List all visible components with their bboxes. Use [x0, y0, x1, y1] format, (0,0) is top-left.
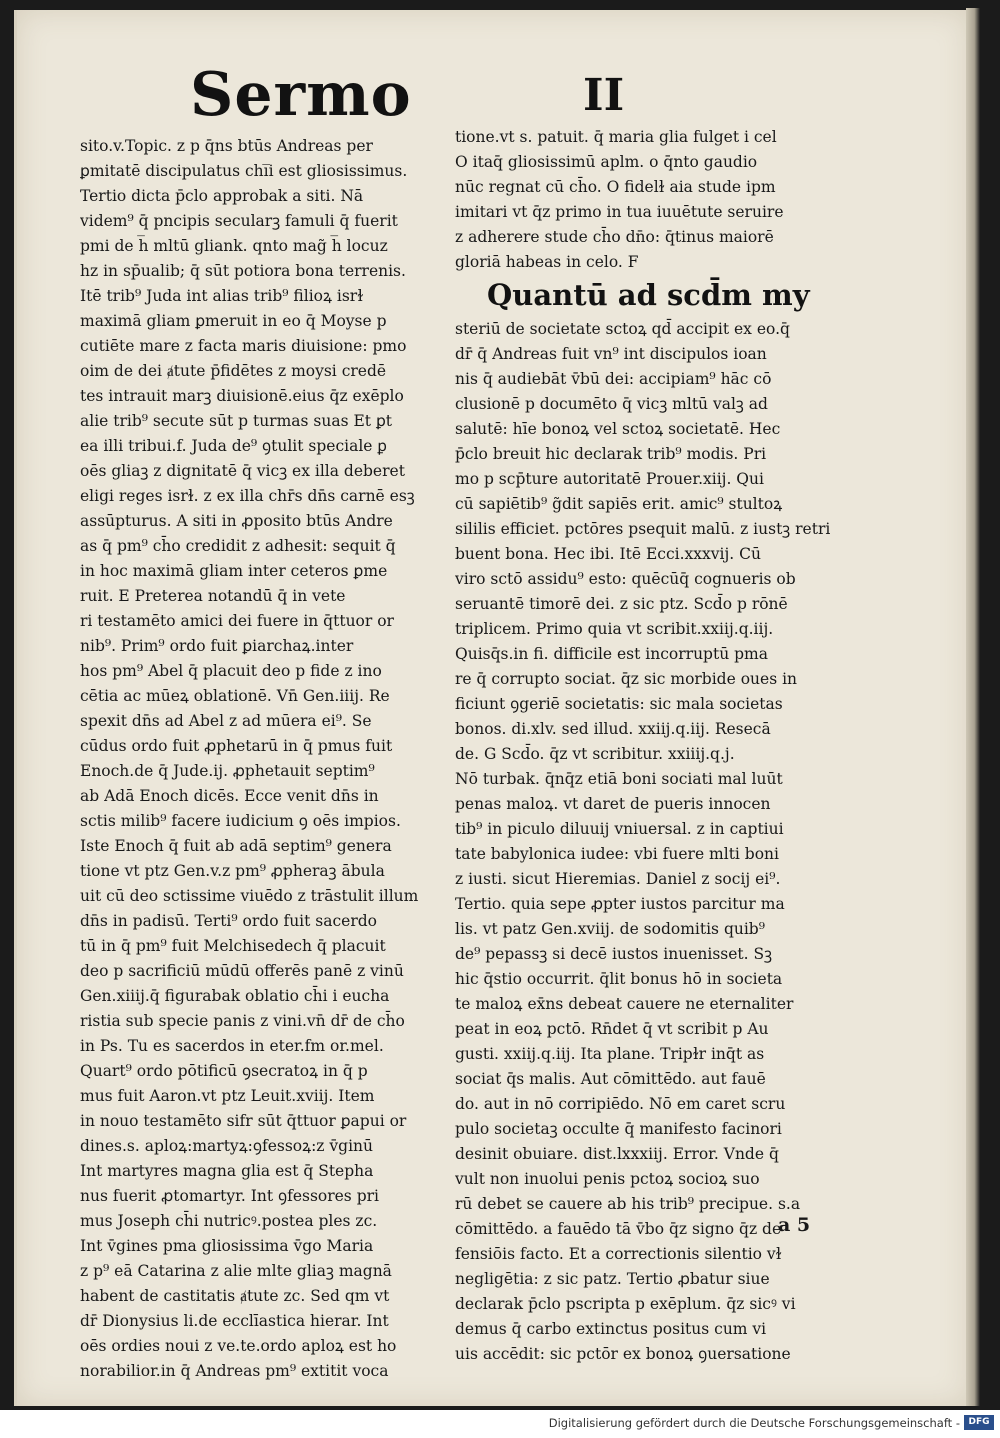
text-line: buent bona. Hec ibi. Itē Ecci.xxxvij. Cū [455, 545, 761, 563]
text-line: oēs gliaꝫ z dignitatē q̄ vicꝫ ex illa deberet [80, 462, 405, 480]
text-line: eligi reges isrɫ. z ex illa chr̄s dn̄s carnē esꝫ [80, 487, 415, 505]
text-line: ri testamēto amici dei fuere in q̄ttuor or [80, 612, 394, 630]
text-line: sctis milib⁹ facere iudicium ꝯ oēs impios. [80, 812, 401, 830]
text-line: cōmittēdo. a fauēdo tā v̄bo q̄z signo q̄z de [455, 1220, 782, 1238]
text-line: z adherere stude ch̄o dn̄o: q̄tinus maiorē [455, 228, 774, 246]
text-line: Gen.xiiij.q̄ figurabak oblatio ch̄i i eucha [80, 987, 390, 1005]
text-line: O itaq̄ gliosissimū aplm. o q̄nto gaudio [455, 153, 758, 171]
section-heading: Quantū ad scd̄m my [487, 278, 810, 312]
text-line: cutiēte mare z facta maris diuisione: pmo [80, 337, 407, 355]
text-line: pmi de h̅ mltū gliank. qnto mag̃ h̅ locuz [80, 237, 388, 255]
text-line: mus Joseph ch̄i nutricꝰ.postea ples zc. [80, 1212, 378, 1230]
text-line: ea illi tribui.f. Juda de⁹ ꝯtulit speciale ꝑ [80, 437, 387, 455]
text-line: demus q̄ carbo extinctus positus cum vi [455, 1320, 767, 1338]
text-line: de. G Scd̄o. q̄z vt scribitur. xxiiij.q.j. [455, 745, 735, 763]
text-line: fensiōis facto. Et a correctionis silentio vɫ [455, 1245, 782, 1263]
text-line: ficiunt ꝯgeriē societatis: sic mala societas [455, 695, 783, 713]
text-line: uis accēdit: sic pctōr ex bonoꝝ ꝯuersatione [455, 1345, 791, 1363]
text-line: tū in q̄ pm⁹ fuit Melchisedech q̄ placuit [80, 937, 386, 955]
text-line: Itē trib⁹ Juda int alias trib⁹ filioꝝ isrɫ [80, 287, 364, 305]
text-line: dn̄s in padisū. Terti⁹ ordo fuit sacerdo [80, 912, 377, 930]
text-line: z iusti. sicut Hieremias. Daniel z socij ei⁹. [455, 870, 781, 888]
text-line: nis q̄ audiebāt v̄bū dei: accipiam⁹ hāc cō [455, 370, 772, 388]
signature-mark: a 5 [778, 1214, 811, 1236]
text-line: Tertio dicta p̄clo approbak a siti. Nā [80, 187, 364, 205]
text-line: videm⁹ q̄ pncipis secularꝫ famuli q̄ fuerit [80, 212, 398, 230]
text-line: seruantē timorē dei. z sic ptz. Scd̄o p rōnē [455, 595, 788, 613]
text-line: viro sctō assidu⁹ esto: quēcūq̄ cognueris ob [455, 570, 796, 588]
text-line: deo p sacrificiū mūdū offerēs panē z vinū [80, 962, 404, 980]
text-line: ristia sub specie panis z vini.vn̄ dr̄ de ch̄o [80, 1012, 405, 1030]
text-line: sito.v.Topic. z p q̄ns btūs Andreas per [80, 137, 373, 155]
text-line: steriū de societate sctoꝝ qd̄ accipit ex eo.q̄ [455, 320, 790, 338]
text-line: norabilior.in q̄ Andreas pm⁹ extitit voca [80, 1362, 389, 1380]
text-line: clusionē p documēto q̄ vicꝫ mltū valꝫ ad [455, 395, 768, 413]
text-line: cū sapiētib⁹ g̃dit sapiēs erit. amic⁹ stultoꝝ [455, 495, 783, 513]
text-line: Int martyres magna glia est q̄ Stepha [80, 1162, 374, 1180]
text-line: spexit dn̄s ad Abel z ad mūera ei⁹. Se [80, 712, 372, 730]
text-line: habent de castitatis ⱥtute zc. Sed qm vt [80, 1287, 390, 1305]
text-line: salutē: hīe bonoꝝ vel sctoꝝ societatē. Hec [455, 420, 781, 438]
text-line: Nō turbak. q̄nq̄z etiā boni sociati mal luūt [455, 770, 783, 788]
text-line: re q̄ corrupto sociat. q̄z sic morbide oues in [455, 670, 798, 688]
footer-bar [0, 1410, 1000, 1438]
text-line: nūc regnat cū ch̄o. O fidelɫ aia stude ipm [455, 178, 776, 196]
text-line: lis. vt patz Gen.xviij. de sodomitis quib⁹ [455, 920, 765, 938]
text-line: do. aut in nō corripiēdo. Nō em caret scru [455, 1095, 786, 1113]
text-line: oēs ordies noui z ve.te.ordo aploꝝ est ho [80, 1337, 397, 1355]
text-line: tione vt ptz Gen.v.z pm⁹ ꝓpheraꝫ ābula [80, 862, 385, 880]
text-line: oim de dei ⱥtute p̄fidētes z moysi credē [80, 362, 387, 380]
text-line: imitari vt q̄z primo in tua iuuētute seruire [455, 203, 784, 221]
text-line: tib⁹ in piculo diluuij vniuersal. z in captiui [455, 820, 784, 838]
text-line: cētia ac mūeꝝ oblationē. Vn̄ Gen.iiij. Re [80, 687, 390, 705]
text-line: in hoc maximā gliam inter ceteros ꝑme [80, 562, 388, 580]
text-line: hz in sp̄ualib; q̄ sūt potiora bona terrenis. [80, 262, 406, 280]
text-line: ab Adā Enoch dicēs. Ecce venit dn̄s in [80, 787, 379, 805]
text-line: dr̄ q̄ Andreas fuit vn⁹ int discipulos ioan [455, 345, 767, 363]
page-edge [966, 8, 980, 1406]
text-line: vult non inuolui penis pctoꝝ socioꝝ suo [455, 1170, 760, 1188]
text-line: in nouo testamēto sifr sūt q̄ttuor ꝑapui or [80, 1112, 407, 1130]
right-column-body [455, 317, 845, 1367]
text-line: negligētia: z sic patz. Tertio ꝓbatur siue [455, 1270, 770, 1288]
text-line: rū debet se cauere ab his trib⁹ precipue. s.a [455, 1195, 801, 1213]
left-text-column [80, 134, 468, 1384]
text-line: dr̄ Dionysius li.de ecclīastica hierar. Int [80, 1312, 389, 1330]
text-line: te maloꝝ ex̄ns debeat cauere ne eternaliter [455, 995, 794, 1013]
text-line: tate babylonica iudee: vbi fuere mlti boni [455, 845, 780, 863]
text-line: Int v̄gines pma gliosissima v̄go Maria [80, 1237, 374, 1255]
text-line: nus fuerit ꝓtomartyr. Int ꝯfessores pri [80, 1187, 379, 1205]
text-line: as q̄ pm⁹ ch̄o credidit z adhesit: sequit q̄ [80, 537, 396, 555]
text-line: Enoch.de q̄ Jude.ij. ꝓphetauit septim⁹ [80, 762, 375, 780]
text-line: cūdus ordo fuit ꝓphetarū in q̄ pmus fuit [80, 737, 393, 755]
text-line: nib⁹. Prim⁹ ordo fuit ꝑiarchaꝝ.inter [80, 637, 354, 655]
text-line: declarak p̄clo pscripta p exēplum. q̄z sicꝰ vi [455, 1295, 796, 1313]
text-line: pulo societaꝫ occulte q̄ manifesto facinori [455, 1120, 782, 1138]
text-line: sociat q̄s malis. Aut cōmittēdo. aut fauē [455, 1070, 766, 1088]
right-column-top [455, 125, 845, 275]
text-line: tes intrauit marꝫ diuisionē.eius q̄z exēplo [80, 387, 404, 405]
text-line: assūpturus. A siti in ꝓposito btūs Andre [80, 512, 393, 530]
text-line: desinit obuiare. dist.lxxxiij. Error. Vnde q̄ [455, 1145, 779, 1163]
running-title: Sermo [190, 60, 412, 130]
footer-credit: Digitalisierung gefördert durch die Deutsche Forschungsgemeinschaft - [548, 1416, 960, 1430]
text-line: maximā gliam ꝑmeruit in eo q̄ Moyse p [80, 312, 387, 330]
folio-roman-numeral: II [583, 70, 625, 121]
text-line: hos pm⁹ Abel q̄ placuit deo p fide z ino [80, 662, 382, 680]
text-line: de⁹ pepassꝫ si decē iustos inuenisset. Sꝫ [455, 945, 773, 963]
text-line: Tertio. quia sepe ꝓpter iustos parcitur ma [455, 895, 785, 913]
text-line: Quart⁹ ordo pōtificū ꝯsecratoꝝ in q̄ p [80, 1062, 368, 1080]
text-line: dines.s. aploꝝ:martyꝝ:ꝯfessoꝝ:z v̄ginū [80, 1137, 373, 1155]
text-line: p̄clo breuit hic declarak trib⁹ modis. Pri [455, 445, 767, 463]
text-line: triplicem. Primo quia vt scribit.xxiij.q.iij. [455, 620, 774, 638]
text-line: bonos. di.xlv. sed illud. xxiij.q.iij. Resecā [455, 720, 771, 738]
text-line: peat in eoꝝ pctō. Rn̄det q̄ vt scribit p Au [455, 1020, 769, 1038]
text-line: mus fuit Aaron.vt ptz Leuit.xviij. Item [80, 1087, 375, 1105]
text-line: alie trib⁹ secute sūt p turmas suas Et ꝑt [80, 412, 393, 430]
text-line: ruit. E Preterea notandū q̄ in vete [80, 587, 346, 605]
right-text-column [455, 125, 845, 1367]
dfg-logo: DFG [964, 1415, 994, 1430]
text-line: gloriā habeas in celo. F [455, 253, 639, 271]
text-line: uit cū deo sctissime viuēdo z trāstulit illum [80, 887, 419, 905]
text-line: tione.vt s. patuit. q̄ maria glia fulget i cel [455, 128, 777, 146]
text-line: gusti. xxiij.q.iij. Ita plane. Tripɫr inq̄t as [455, 1045, 765, 1063]
text-line: penas maloꝝ. vt daret de pueris innocen [455, 795, 771, 813]
text-line: sililis efficiet. pctōres psequit malū. z iustꝫ retri [455, 520, 831, 538]
text-line: hic q̄stio occurrit. q̄lit bonus hō in societa [455, 970, 783, 988]
text-line: in Ps. Tu es sacerdos in eter.fm or.mel. [80, 1037, 384, 1055]
text-line: ꝑmitatē discipulatus chi̅i est gliosissimus. [80, 162, 408, 180]
text-line: Quisq̄s.in fi. difficile est incorruptū pma [455, 645, 768, 663]
text-line: mo p scp̄ture autoritatē Prouer.xiij. Qui [455, 470, 764, 488]
text-line: Iste Enoch q̄ fuit ab adā septim⁹ genera [80, 837, 392, 855]
text-line: z p⁹ eā Catarina z alie mlte gliaꝫ magnā [80, 1262, 392, 1280]
